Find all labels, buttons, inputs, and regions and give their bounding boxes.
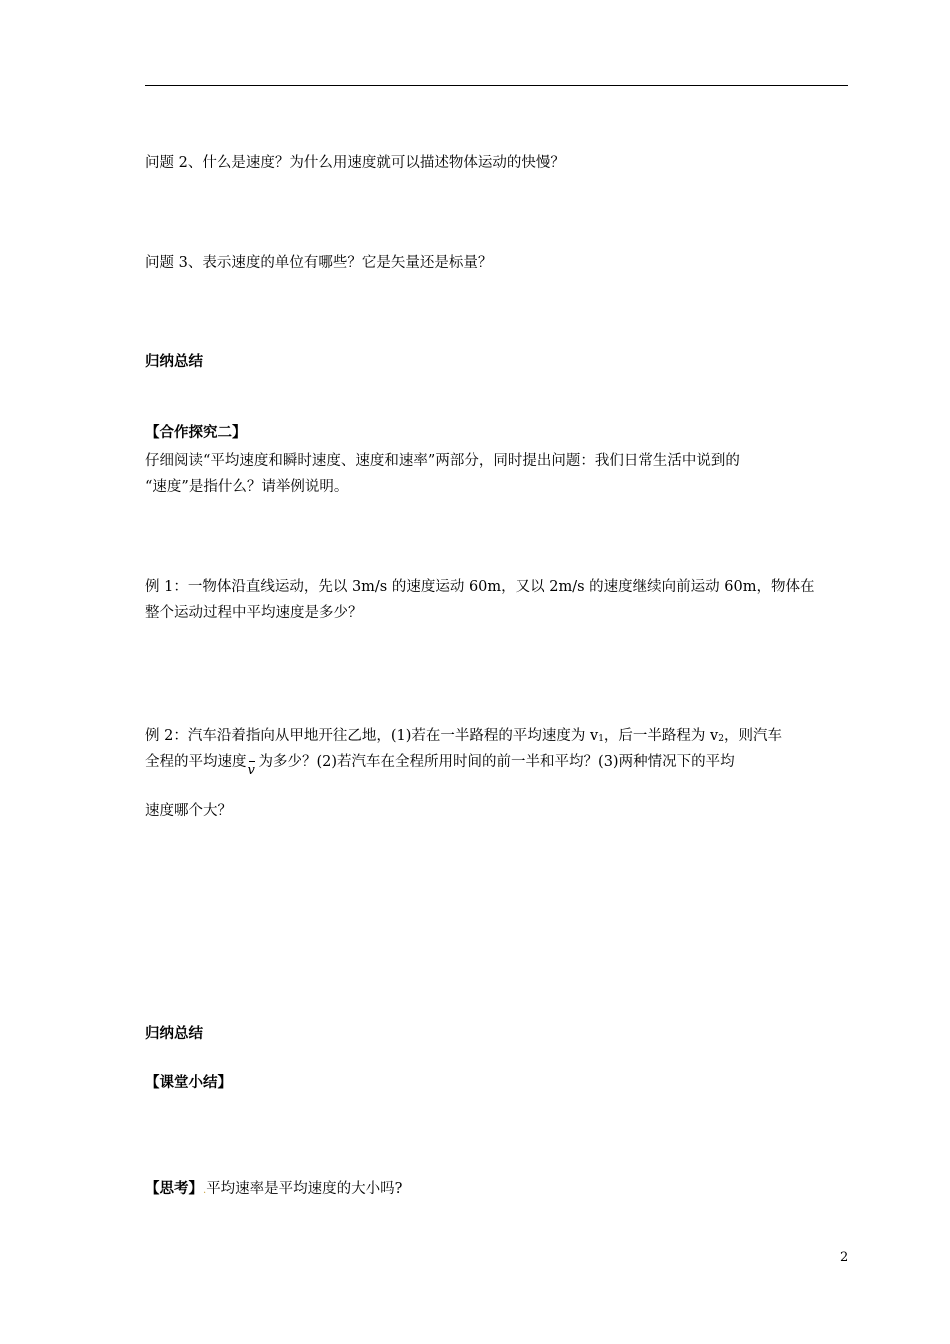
- page-number: 2: [840, 1250, 849, 1265]
- example-2-line-2: [145, 752, 735, 778]
- example-1-line-2: 整个运动过程中平均速度是多少？: [145, 605, 363, 621]
- example-2-line-3: 速度哪个大？: [145, 803, 232, 819]
- v1-subscript: 1: [598, 734, 604, 744]
- reading-instruction-line-2: “速度”是指什么？请举例说明。: [145, 479, 349, 495]
- example-2-line-1: [145, 726, 782, 749]
- summary-heading-2: 归纳总结: [145, 1026, 203, 1042]
- think-dot: .: [203, 1185, 207, 1196]
- example-2-text-a: 例 2：汽车沿着指向从甲地开往乙地，(1)若在一半路程的平均速度为 v: [145, 728, 599, 744]
- section-heading-class-summary: 【课堂小结】: [145, 1075, 232, 1091]
- v2-subscript: 2: [718, 734, 724, 744]
- reading-instruction-line-1: 仔细阅读“平均速度和瞬时速度、速度和速率”两部分，同时提出问题：我们日常生活中说到的: [145, 453, 740, 469]
- section-heading-cooperative-2: 【合作探究二】: [145, 425, 247, 441]
- example-2-text-c: ，则汽车: [723, 728, 782, 744]
- think-label: 【思考】: [145, 1181, 203, 1197]
- question-3: 问题 3、表示速度的单位有哪些？它是矢量还是标量？: [145, 255, 493, 271]
- header-rule: [145, 85, 848, 86]
- example-2-text-b: ，后一半路程为 v: [603, 728, 719, 744]
- think-text: 平均速率是平均速度的大小吗?: [206, 1181, 403, 1197]
- example-2-text-d: 全程的平均速度: [145, 754, 247, 770]
- example-1-line-1: 例 1：一物体沿直线运动，先以 3m/s 的速度运动 60m，又以 2m/s 的速度继续向前运动 60m，物体在: [145, 579, 815, 595]
- example-2-text-e: 为多少？(2)若汽车在全程所用时间的前一半和平均？(3)两种情况下的平均: [258, 754, 735, 770]
- think-question: [145, 1179, 402, 1201]
- summary-heading-1: 归纳总结: [145, 354, 203, 370]
- average-velocity-symbol: v: [247, 763, 255, 778]
- question-2: 问题 2、什么是速度？为什么用速度就可以描述物体运动的快慢？: [145, 155, 565, 171]
